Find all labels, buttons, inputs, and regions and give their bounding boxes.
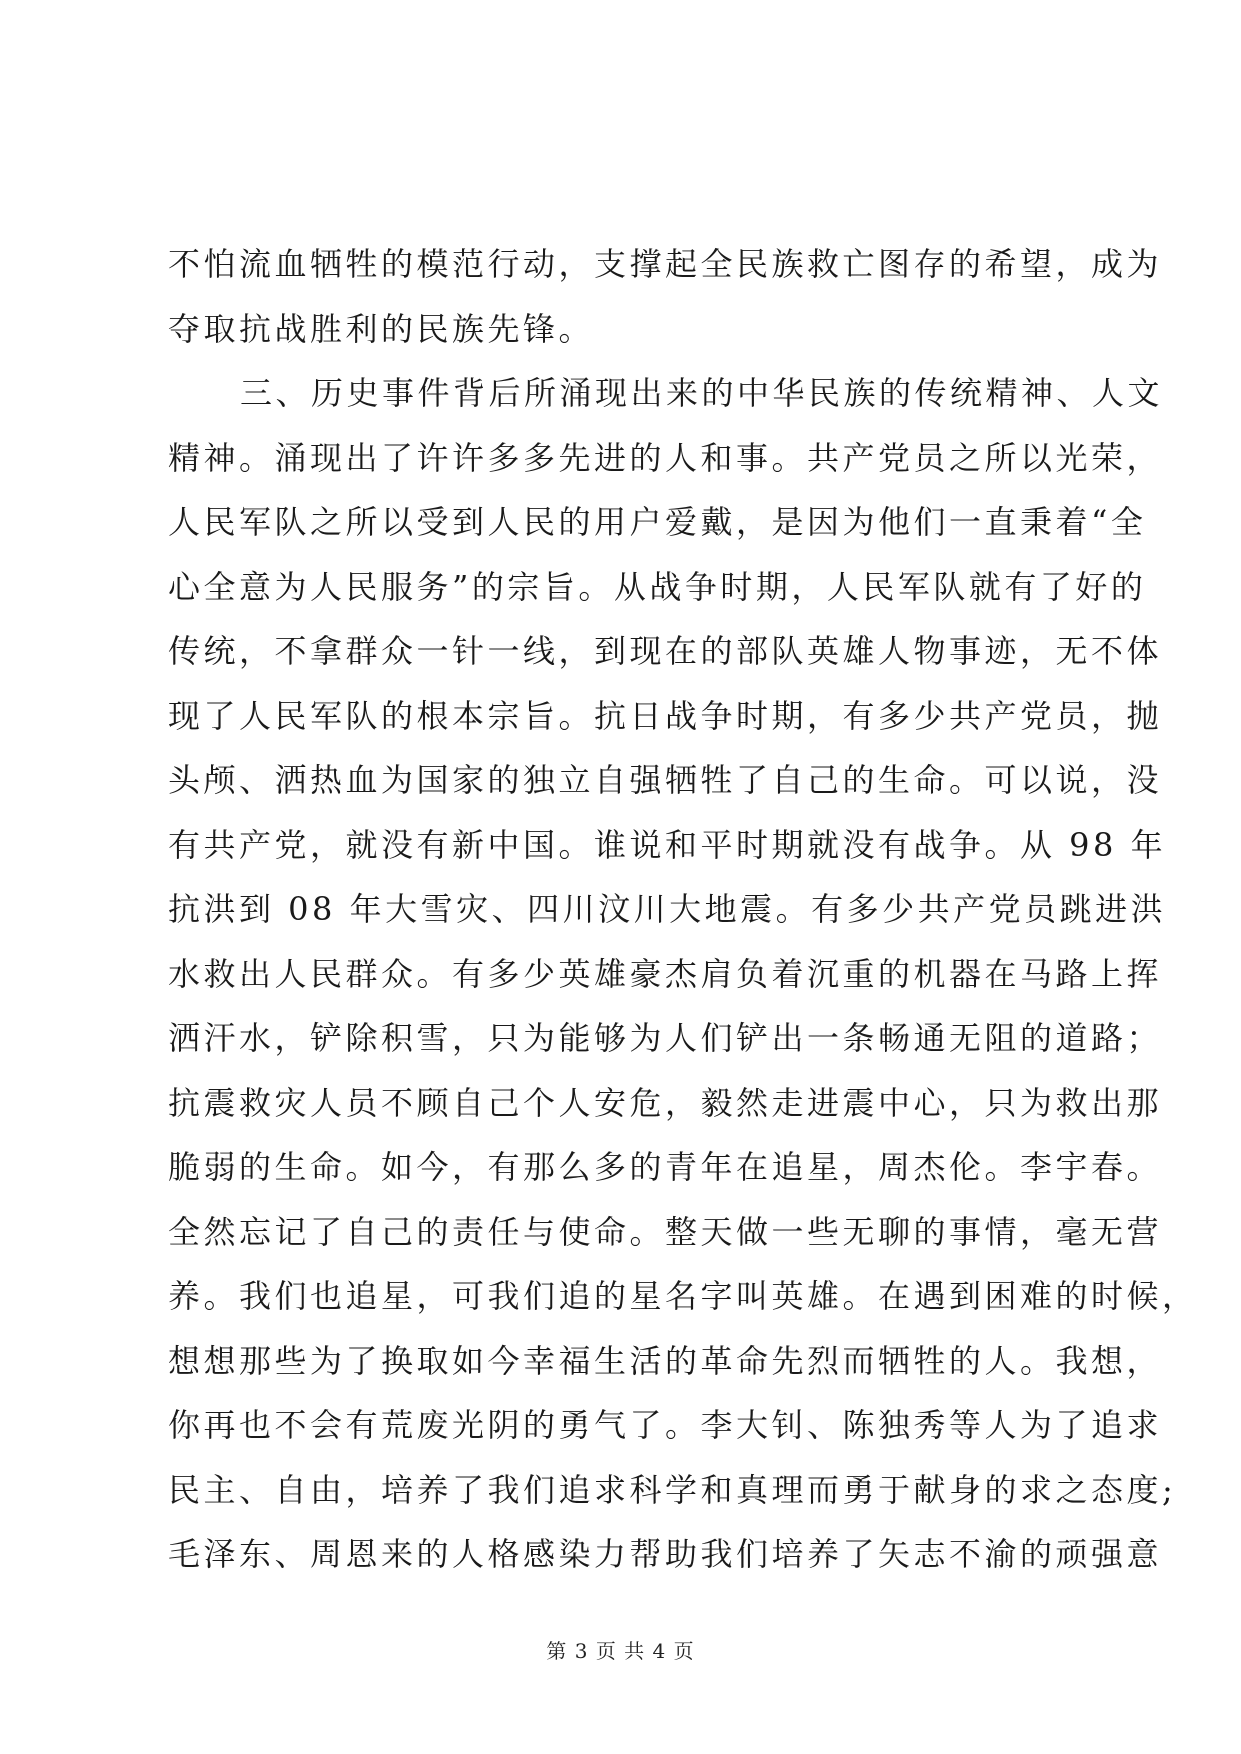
text-line: 你再也不会有荒废光阴的勇气了。李大钊、陈独秀等人为了追求 xyxy=(168,1406,1163,1444)
page-number-footer: 第 3 页 共 4 页 xyxy=(546,1639,695,1663)
text-line: 脆弱的生命。如今，有那么多的青年在追星，周杰伦。李宇春。 xyxy=(168,1148,1163,1186)
text-line: 心全意为人民服务”的宗旨。从战争时期，人民军队就有了好的 xyxy=(168,567,1147,606)
text-line: 有共产党，就没有新中国。谁说和平时期就没有战争。从 98 年 xyxy=(168,825,1167,864)
text-line: 精神。涌现出了许许多多先进的人和事。共产党员之所以光荣， xyxy=(168,438,1163,477)
text-line: 养。我们也追星，可我们追的星名字叫英雄。在遇到困难的时候， xyxy=(168,1277,1198,1315)
text-line: 水救出人民群众。有多少英雄豪杰肩负着沉重的机器在马路上挥 xyxy=(168,954,1163,993)
text-line: 想想那些为了换取如今幸福生活的革命先烈而牺牲的人。我想， xyxy=(168,1341,1163,1380)
text-line: 头颅、洒热血为国家的独立自强牺牲了自己的生命。可以说，没 xyxy=(168,761,1163,799)
text-line: 民主、自由，培养了我们追求科学和真理而勇于献身的求之态度; xyxy=(168,1470,1177,1509)
body-text xyxy=(168,232,1198,1587)
text-line: 人民军队之所以受到人民的用户爱戴，是因为他们一直秉着“全 xyxy=(168,503,1147,541)
text-line: 洒汗水，铲除积雪，只为能够为人们铲出一条畅通无阻的道路； xyxy=(168,1019,1163,1057)
text-line: 不怕流血牺牲的模范行动，支撑起全民族救亡图存的希望，成为 xyxy=(168,245,1163,283)
text-line: 三、历史事件背后所涌现出来的中华民族的传统精神、人文 xyxy=(240,374,1164,412)
text-line: 夺取抗战胜利的民族先锋。 xyxy=(168,309,595,348)
text-line: 抗洪到 08 年大雪灾、四川汶川大地震。有多少共产党员跳进洪 xyxy=(168,890,1167,928)
text-line: 传统，不拿群众一针一线，到现在的部队英雄人物事迹，无不体 xyxy=(168,632,1163,670)
text-line: 现了人民军队的根本宗旨。抗日战争时期，有多少共产党员，抛 xyxy=(168,696,1163,735)
text-line: 毛泽东、周恩来的人格感染力帮助我们培养了矢志不渝的顽强意 xyxy=(168,1535,1163,1573)
text-line: 全然忘记了自己的责任与使命。整天做一些无聊的事情，毫无营 xyxy=(168,1212,1163,1251)
text-line: 抗震救灾人员不顾自己个人安危，毅然走进震中心，只为救出那 xyxy=(168,1083,1163,1122)
